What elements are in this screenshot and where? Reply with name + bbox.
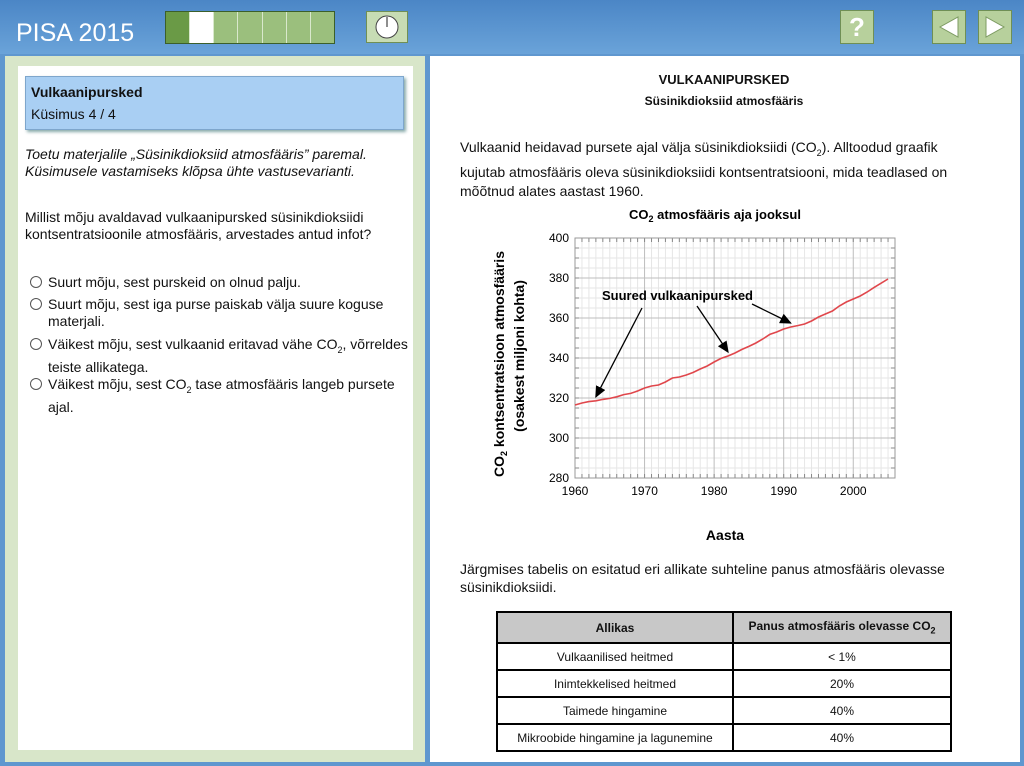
answer-option-3[interactable] bbox=[30, 336, 408, 376]
y-tick-label: 400 bbox=[548, 231, 569, 245]
table-header-row bbox=[497, 612, 951, 643]
top-bar bbox=[0, 0, 1024, 54]
radio-button[interactable] bbox=[30, 276, 42, 288]
question-header bbox=[25, 76, 404, 130]
progress-step-6 bbox=[287, 12, 311, 43]
x-tick-label: 1980 bbox=[700, 484, 728, 498]
table-intro: Järgmises tabelis on esitatud eri allikate suhteline panus atmosfääris olevasse süsinikdioksiidi. bbox=[460, 561, 945, 595]
timer-button[interactable] bbox=[366, 11, 408, 43]
column-header-contribution: Panus atmosfääris olevasse $CO_2$ bbox=[733, 612, 951, 643]
question-panel bbox=[5, 56, 425, 762]
brand-title: PISA 2015 bbox=[16, 19, 135, 47]
annotation-arrow bbox=[697, 306, 728, 352]
y-tick-label: 300 bbox=[548, 431, 569, 445]
instruction-line-1: Toetu materjalile „Süsinikdioksiid atmosfääris” paremal. bbox=[25, 146, 367, 162]
x-axis-label: Aasta bbox=[705, 527, 745, 543]
progress-indicator bbox=[165, 11, 335, 44]
option-label: Väikest mõju, sest vulkaanid eritavad vähe $CO_2$, võrreldes teiste allikatega. bbox=[48, 336, 408, 375]
y-tick-label: 380 bbox=[548, 271, 569, 285]
option-label: Suurt mõju, sest iga purse paiskab välja suure koguse materjali. bbox=[48, 296, 384, 329]
chart-title: $CO_2$ atmosfääris aja jooksul bbox=[629, 207, 801, 224]
question-content bbox=[18, 66, 413, 750]
table-row bbox=[497, 697, 951, 724]
column-header-source: Allikas bbox=[497, 612, 733, 643]
y-tick-label: 280 bbox=[548, 471, 569, 485]
y-axis-label-unit: (osakest miljoni kohta) bbox=[511, 280, 527, 432]
table-row bbox=[497, 724, 951, 751]
clock-icon bbox=[375, 15, 399, 39]
table-cell: 40% bbox=[733, 697, 951, 724]
help-icon: ? bbox=[849, 12, 865, 42]
y-axis-label: $CO_2$ kontsentratsioon atmosfääris bbox=[491, 251, 509, 477]
y-tick-label: 320 bbox=[548, 391, 569, 405]
co2-line-chart bbox=[480, 204, 950, 554]
table-cell: Inimtekkelised heitmed bbox=[497, 670, 733, 697]
progress-step-3 bbox=[214, 12, 238, 43]
answer-option-2[interactable] bbox=[30, 296, 408, 330]
help-button[interactable] bbox=[840, 10, 874, 44]
radio-button[interactable] bbox=[30, 378, 42, 390]
progress-step-2 bbox=[190, 12, 214, 43]
progress-step-5 bbox=[263, 12, 287, 43]
option-label: Väikest mõju, sest $CO_2$ tase atmosfääris langeb pursete ajal. bbox=[48, 376, 395, 415]
answer-option-1[interactable] bbox=[30, 274, 408, 291]
progress-step-7 bbox=[311, 12, 334, 43]
table-cell: Vulkaanilised heitmed bbox=[497, 643, 733, 670]
radio-button[interactable] bbox=[30, 298, 42, 310]
next-button[interactable] bbox=[978, 10, 1012, 44]
instruction-line-2: Küsimusele vastamiseks klõpsa ühte vastusevarianti. bbox=[25, 163, 355, 179]
table-row bbox=[497, 670, 951, 697]
annotation-label: Suured vulkaanipursked bbox=[602, 288, 753, 303]
table-cell: 20% bbox=[733, 670, 951, 697]
option-label: Suurt mõju, sest purskeid on olnud palju. bbox=[48, 274, 301, 290]
sources-table bbox=[496, 611, 952, 752]
x-tick-label: 1990 bbox=[770, 484, 798, 498]
stimulus-title: VULKAANIPURSKED bbox=[658, 72, 790, 87]
y-tick-label: 360 bbox=[548, 311, 569, 325]
progress-step-4 bbox=[238, 12, 262, 43]
radio-button[interactable] bbox=[30, 338, 42, 350]
annotation-arrow bbox=[752, 304, 791, 323]
arrow-right-icon bbox=[984, 16, 1006, 38]
table-cell: 40% bbox=[733, 724, 951, 751]
instructions bbox=[25, 146, 395, 180]
question-number: Küsimus 4 / 4 bbox=[31, 106, 116, 122]
question-text: Millist mõju avaldavad vulkaanipursked süsinikdioksiidi kontsentratsioonile atmosfääris, arvestades antud infot? bbox=[25, 209, 372, 242]
table-cell: Mikroobide hingamine ja lagunemine bbox=[497, 724, 733, 751]
x-tick-label: 2000 bbox=[839, 484, 867, 498]
previous-button[interactable] bbox=[932, 10, 966, 44]
stimulus-paragraph: Vulkaanid heidavad pursete ajal välja süsinikdioksiidi $(CO_2)$. Alltoodud graafik kujutab atmosfääris oleva süsinikdioksiidi kontsentratsiooni, mida teadlased on mõõtnud alates aastast 1960. bbox=[460, 139, 948, 199]
table-cell: Taimede hingamine bbox=[497, 697, 733, 724]
answer-option-4[interactable] bbox=[30, 376, 408, 416]
progress-step-1 bbox=[166, 12, 190, 43]
unit-title: Vulkaanipursked bbox=[31, 84, 143, 100]
table-row bbox=[497, 643, 951, 670]
stimulus-subtitle: Süsinikdioksiid atmosfääris bbox=[644, 94, 804, 108]
table-cell: < 1% bbox=[733, 643, 951, 670]
stimulus-panel bbox=[430, 56, 1020, 762]
x-tick-label: 1960 bbox=[561, 484, 589, 498]
arrow-left-icon bbox=[938, 16, 960, 38]
x-tick-label: 1970 bbox=[631, 484, 658, 498]
y-tick-label: 340 bbox=[548, 351, 569, 365]
